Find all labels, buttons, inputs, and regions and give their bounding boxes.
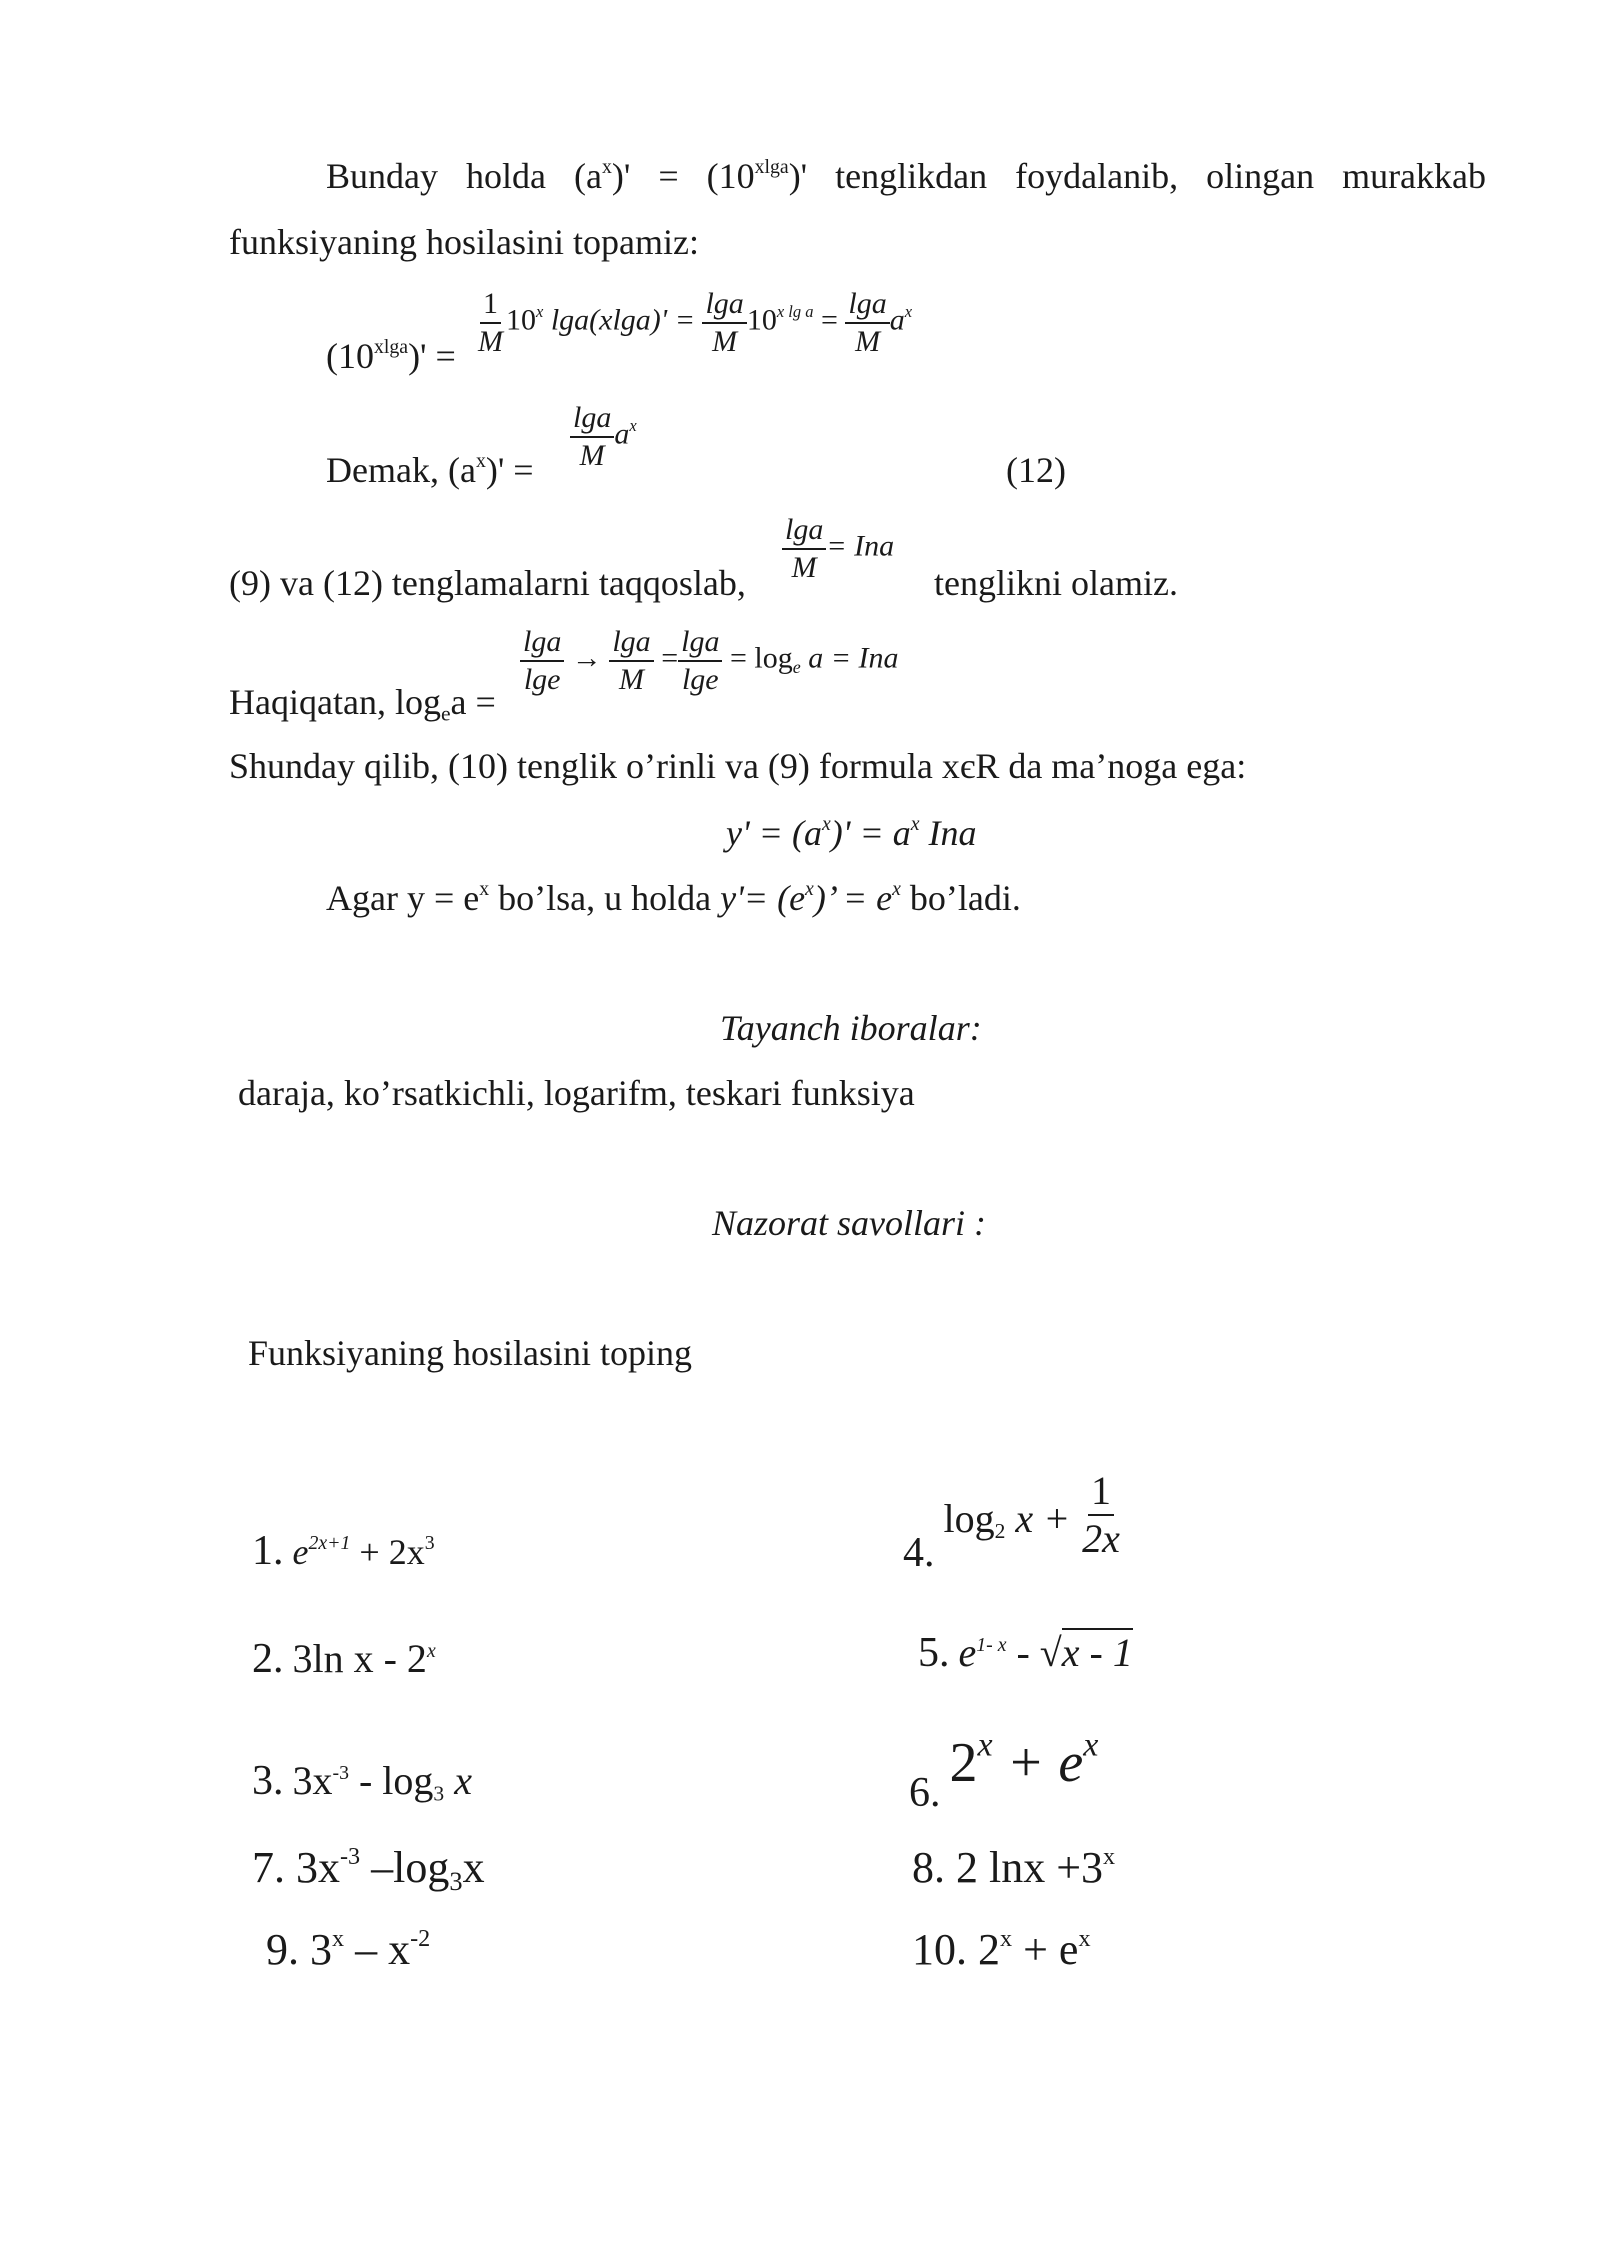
- exercise-expr-rest: + e: [1012, 1925, 1079, 1974]
- intro-text-mid: )' = (10: [611, 156, 755, 196]
- equation-1-lhs: [326, 338, 456, 374]
- fraction-numerator: lga: [609, 626, 653, 662]
- heading-keywords: Tayanch iboralar:: [720, 1008, 982, 1048]
- superscript: 1- x: [976, 1634, 1007, 1657]
- superscript: x: [1000, 1924, 1013, 1952]
- para3-italic-mid: )’ = e: [813, 878, 893, 918]
- para3-italic: y'= (e: [720, 878, 806, 918]
- exercise-expr: 3: [310, 1925, 332, 1974]
- fraction-numerator: 1: [1088, 1470, 1114, 1516]
- exercise-expr-end: x: [444, 1758, 472, 1803]
- superscript: x lg a: [776, 302, 814, 322]
- paragraph-exponential: [326, 880, 1021, 916]
- subscript: 2: [994, 1519, 1006, 1544]
- superscript: x: [977, 1726, 993, 1764]
- superscript: x: [1078, 1924, 1091, 1952]
- eq2-term: a: [614, 417, 630, 451]
- subscript: 3: [433, 1781, 445, 1806]
- exercise-4: [903, 1468, 1123, 1576]
- fraction-denominator: M: [712, 324, 738, 358]
- exercise-number: 2.: [252, 1636, 284, 1682]
- superscript: x: [904, 302, 913, 322]
- paragraph-intro-line2: funksiyaning hosilasini topamiz:: [229, 222, 699, 262]
- exercise-6: [909, 1726, 1099, 1816]
- exercise-1: [252, 1530, 435, 1572]
- superscript: x: [536, 302, 544, 322]
- fraction: [475, 288, 506, 357]
- fraction-denominator: M: [478, 324, 503, 358]
- equation-3-text-after: tenglikni olamiz.: [934, 563, 1178, 603]
- exercise-2: [252, 1638, 436, 1680]
- intro-text-start: Bunday holda (a: [326, 156, 602, 196]
- exercise-3: [252, 1758, 472, 1806]
- superscript: x: [821, 813, 831, 836]
- intro-text-end: )' tenglikdan foydalanib, olingan murakkab: [788, 156, 1487, 196]
- exercise-10: [912, 1924, 1091, 1974]
- fraction-denominator: 2x: [1082, 1516, 1120, 1561]
- superscript: -3: [340, 1842, 361, 1870]
- exercise-number: 4.: [903, 1530, 935, 1576]
- exercise-number: 6.: [909, 1770, 941, 1816]
- eq1-lhs-text: (10: [326, 336, 374, 376]
- equation-4-rhs: [520, 626, 898, 695]
- exercise-expr-rest: x +: [1005, 1496, 1071, 1541]
- eq3-rhs: = Ina: [826, 529, 895, 563]
- subscript: e: [792, 656, 801, 677]
- superscript: xlga: [754, 156, 789, 179]
- exercise-expr: log: [943, 1496, 995, 1541]
- exercise-8: [912, 1842, 1116, 1892]
- arrow-icon: →: [571, 641, 602, 675]
- equation-3-text-before: (9) va (12) tenglamalarni taqqoslab,: [229, 563, 746, 603]
- exercise-expr-rest: - log: [348, 1758, 434, 1803]
- superscript: x: [892, 878, 901, 901]
- fraction: [1079, 1470, 1123, 1560]
- fraction-numerator: lga: [782, 514, 826, 550]
- sqrt-body: x - 1: [1061, 1630, 1133, 1675]
- eq1-term-rest: lga(xlga)' =: [543, 303, 695, 337]
- exercise-number: 1.: [252, 1528, 284, 1574]
- fraction: [782, 514, 826, 583]
- exercise-5: [918, 1632, 1133, 1674]
- fraction: [702, 288, 746, 357]
- eq5-start: y' = (a: [726, 813, 822, 853]
- eq1-term: 10: [506, 303, 536, 337]
- superscript: xlga: [374, 336, 409, 359]
- superscript: x: [426, 1640, 436, 1663]
- superscript: -2: [410, 1924, 431, 1952]
- fraction-numerator: lga: [845, 288, 889, 324]
- equation-5: [726, 815, 977, 851]
- exercise-number: 3.: [252, 1758, 284, 1804]
- fraction-numerator: lga: [702, 288, 746, 324]
- eq4-lhs-text: Haqiqatan, log: [229, 682, 441, 722]
- superscript: x: [805, 878, 814, 901]
- eq5-mid: )' = a: [830, 813, 911, 853]
- exercise-expr-rest: –log: [360, 1843, 450, 1892]
- superscript: 3: [424, 1532, 435, 1555]
- superscript: 2x+1: [308, 1532, 351, 1555]
- exercise-expr: 3x: [292, 1758, 333, 1803]
- eq4-rest: = log: [729, 641, 793, 675]
- fraction-denominator: M: [791, 550, 817, 584]
- heading-questions: Nazorat savollari :: [712, 1203, 987, 1243]
- exercise-number: 10.: [912, 1925, 967, 1974]
- fraction-numerator: 1: [480, 288, 501, 324]
- exercise-expr: e: [958, 1630, 977, 1675]
- fraction: [609, 626, 653, 695]
- keywords-list: daraja, ko’rsatkichli, logarifm, teskari funksiya: [238, 1073, 915, 1113]
- eq1-term-rest: =: [813, 303, 838, 337]
- superscript: x: [479, 878, 490, 901]
- exercise-7: [252, 1842, 485, 1896]
- paragraph-intro-line1: [326, 158, 1486, 194]
- exercise-expr: 2: [949, 1732, 978, 1794]
- fraction: [678, 626, 722, 695]
- equation-4-lhs: [229, 682, 496, 726]
- superscript: x: [475, 450, 486, 473]
- exercise-expr-rest: – x: [344, 1925, 411, 1974]
- fraction-denominator: lge: [681, 662, 719, 696]
- exercise-expr-rest: + 2x: [350, 1532, 425, 1572]
- exercise-expr-end: x: [462, 1843, 485, 1892]
- fraction-numerator: lga: [678, 626, 722, 662]
- fraction-numerator: lga: [570, 402, 614, 438]
- superscript: x: [1083, 1726, 1099, 1764]
- exercise-number: 7.: [252, 1843, 285, 1892]
- para3-end: bo’ladi.: [900, 878, 1021, 918]
- exercise-expr: 2 lnx +3: [956, 1843, 1104, 1892]
- superscript: x: [332, 1924, 345, 1952]
- para3-start: Agar y = e: [326, 878, 480, 918]
- fraction-denominator: M: [619, 662, 645, 696]
- eq2-lhs-end: )' =: [485, 450, 534, 490]
- superscript: x: [629, 416, 637, 436]
- eq1-term: 10: [746, 303, 777, 337]
- exercise-number: 5.: [918, 1630, 950, 1676]
- equation-1-rhs: [475, 288, 912, 357]
- equals-sign: =: [661, 641, 679, 675]
- fraction-denominator: M: [579, 438, 605, 472]
- fraction: [520, 626, 564, 695]
- sqrt-icon: √: [1039, 1630, 1062, 1675]
- eq2-lhs-text: Demak, (a: [326, 450, 476, 490]
- equation-2-lhs: [326, 452, 534, 488]
- equation-number: (12): [1006, 450, 1066, 490]
- subscript: 3: [449, 1865, 463, 1896]
- superscript: x: [1103, 1842, 1116, 1870]
- minus-sign: -: [1006, 1630, 1040, 1675]
- fraction-denominator: M: [855, 324, 881, 358]
- fraction: [845, 288, 889, 357]
- eq5-end: Ina: [919, 813, 977, 853]
- exercise-number: 8.: [912, 1843, 945, 1892]
- equation-2-rhs: [570, 402, 637, 471]
- paragraph-conclusion: Shunday qilib, (10) tenglik o’rinli va (9) formula xєR da ma’noga ega:: [229, 746, 1247, 786]
- fraction-denominator: lge: [523, 662, 561, 696]
- superscript: x: [910, 813, 920, 836]
- subscript: e: [440, 701, 451, 726]
- eq4-rest-end: a = Ina: [800, 641, 899, 675]
- exercise-expr: e: [292, 1532, 309, 1572]
- fraction: [570, 402, 614, 471]
- exercise-9: [266, 1924, 431, 1974]
- superscript: -3: [332, 1762, 349, 1785]
- superscript: x: [601, 156, 612, 179]
- eq1-lhs-end: )' =: [408, 336, 456, 376]
- exercise-expr: 3ln x - 2: [292, 1636, 427, 1681]
- equation-3-formula: [782, 514, 894, 583]
- para3-mid: bo’lsa, u holda: [489, 878, 721, 918]
- exercise-expr: 2: [978, 1925, 1000, 1974]
- fraction-numerator: lga: [520, 626, 564, 662]
- eq4-lhs-end: a =: [450, 682, 496, 722]
- exercise-expr-rest: + e: [992, 1732, 1084, 1794]
- task-instruction: Funksiyaning hosilasini toping: [248, 1333, 693, 1373]
- eq1-term: a: [889, 303, 905, 337]
- exercise-number: 9.: [266, 1925, 299, 1974]
- exercise-expr: 3x: [296, 1843, 340, 1892]
